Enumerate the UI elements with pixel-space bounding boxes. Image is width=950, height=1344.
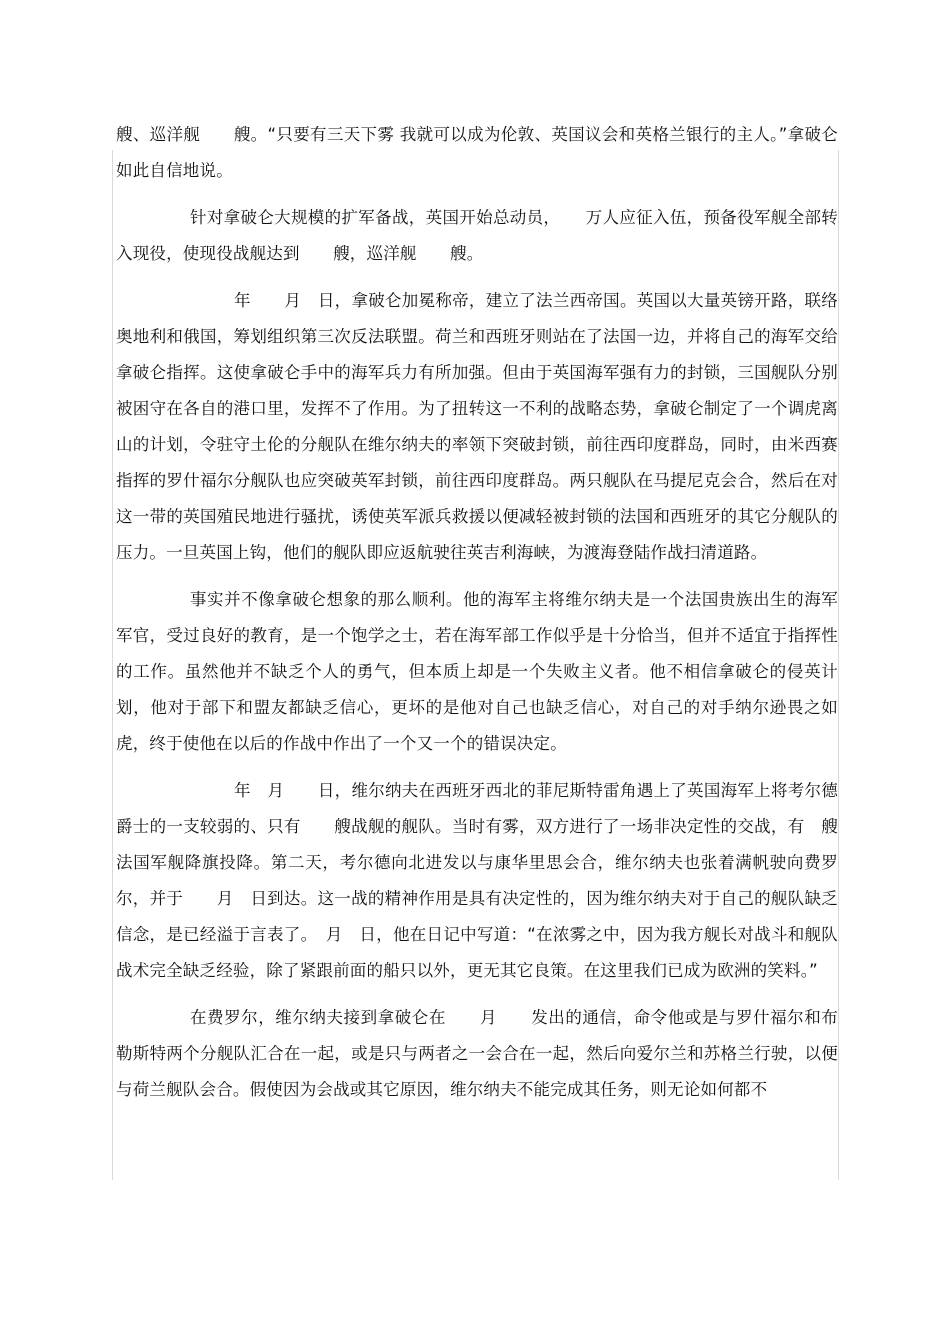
paragraph-1: 艘、巡洋舰 艘。“只要有三天下雾 我就可以成为伦敦、英国议会和英格兰银行的主人。”拿破仑如此自信地说。 <box>116 125 838 180</box>
document-body <box>116 117 838 1119</box>
paragraph-5: 年 月 日，维尔纳夫在西班牙西北的菲尼斯特雷角遇上了英国海军上将考尔德爵士的一支较弱的、只有 艘战舰的舰队。当时有雾，双方进行了一场非决定性的交战，有 艘法国军舰降旗投降。第二天，考尔德向北进发以与康华里思会合，维尔纳夫也张着满帆驶向费罗尔，并于 月 日到达。这一战的精神作用是具有决定性的，因为维尔纳夫对于自己的舰队缺乏信念，是已经溢于言表了。 月 日，他在日记中写道：“在浓雾之中，因为我方舰长对战斗和舰队战术完全缺乏经验，除了紧跟前面的船只以外，更无其它良策。在这里我们已成为欧洲的笑料。” <box>116 781 838 980</box>
paragraph-2: 针对拿破仑大规模的扩军备战，英国开始总动员， 万人应征入伍，预备役军舰全部转入现役，使现役战舰达到 艘，巡洋舰 艘。 <box>116 208 838 263</box>
paragraph-4: 事实并不像拿破仑想象的那么顺利。他的海军主将维尔纳夫是一个法国贵族出生的海军军官，受过良好的教育，是一个饱学之士，若在海军部工作似乎是十分恰当，但并不适宜于指挥性的工作。虽然他并不缺乏个人的勇气，但本质上却是一个失败主义者。他不相信拿破仑的侵英计划，他对于部下和盟友都缺乏信心，更坏的是他对自己也缺乏信心，对自己的对手纳尔逊畏之如虎，终于使他在以后的作战中作出了一个又一个的错误决定。 <box>116 590 838 753</box>
paragraph-3: 年 月 日，拿破仑加冕称帝，建立了法兰西帝国。英国以大量英镑开路，联络奥地利和俄国，筹划组织第三次反法联盟。荷兰和西班牙则站在了法国一边，并将自己的海军交给拿破仑指挥。这使拿破仑手中的海军兵力有所加强。但由于英国海军强有力的封锁，三国舰队分别被困守在各自的港口里，发挥不了作用。为了扭转这一不利的战略态势，拿破仑制定了一个调虎离山的计划，令驻守土伦的分舰队在维尔纳夫的率领下突破封锁，前往西印度群岛，同时，由米西赛指挥的罗什福尔分舰队也应突破英军封锁，前往西印度群岛。两只舰队在马提尼克会合，然后在对这一带的英国殖民地进行骚扰，诱使英军派兵救援以便减轻被封锁的法国和西班牙的其它分舰队的压力。一旦英国上钩，他们的舰队即应返航驶往英吉利海峡，为渡海登陆作战扫清道路。 <box>116 291 838 562</box>
page-frame-right-line <box>838 150 839 1180</box>
paragraph-6: 在费罗尔，维尔纳夫接到拿破仑在 月 发出的通信，命令他或是与罗什福尔和布勒斯特两个分舰队汇合在一起，或是只与两者之一会合在一起，然后向爱尔兰和苏格兰行驶，以便与荷兰舰队会合。假使因为会战或其它原因，维尔纳夫不能完成其任务，则无论如何都不 <box>116 1008 838 1099</box>
page-frame-left-line <box>112 150 113 1180</box>
